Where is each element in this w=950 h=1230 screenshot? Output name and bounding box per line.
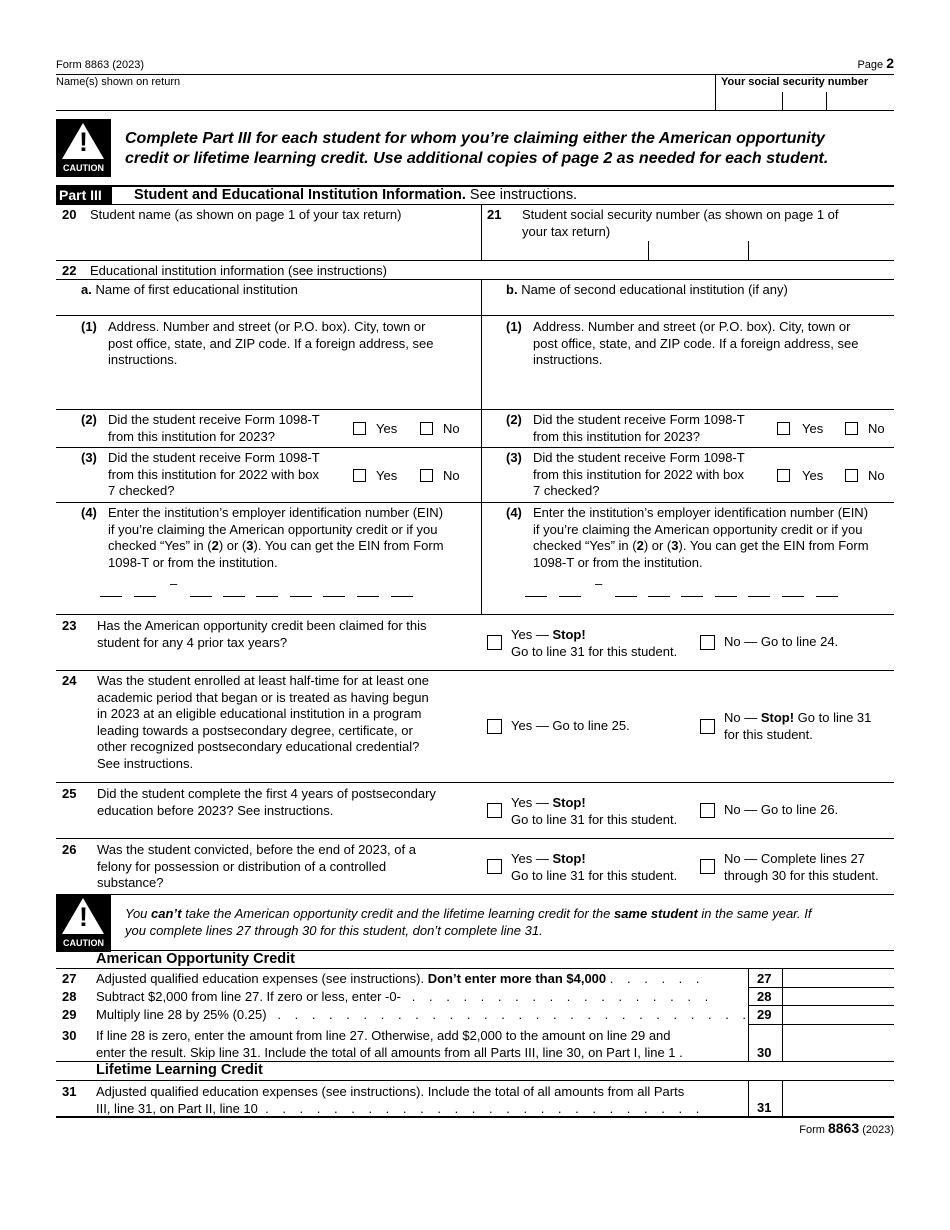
line26-no-label: No — Complete lines 27 through 30 for this student. [724,851,879,883]
ssn-field[interactable] [716,90,894,110]
line29-text: Multiply line 28 by 25% (0.25) . . . . . . . . . . . . . . . . . . . . . . . . . . . . [96,1007,752,1022]
form1098t-2022-a-label: Did the student receive Form 1098-T from this institution for 2022 with box 7 checked? [108,450,320,498]
form1098t-2023-a-label: Did the student receive Form 1098-T from this institution for 2023? [108,412,320,444]
form1098t-2023-b-label: Did the student receive Form 1098-T from this institution for 2023? [533,412,745,444]
address-b-label: Address. Number and street (or P.O. box). City, town or post office, state, and ZIP code. If a foreign address, see instructions. [533,319,859,367]
line23-yes-checkbox[interactable] [487,635,502,650]
caution-icon: ! CAUTION [56,894,111,952]
ein-a-label: Enter the institution’s employer identification number (EIN) if you’re claiming the American opportunity credit or if you checked “Yes” in (2) or (3). You can get the EIN from Form 1098-T or from the institution. [108,505,444,570]
line20-label: Student name (as shown on page 1 of your tax return) [90,207,402,222]
ein-b-label: Enter the institution’s employer identification number (EIN) if you’re claiming the American opportunity credit or if you checked “Yes” in (2) or (3). You can get the EIN from Form 1098-T or from the institution. [533,505,869,570]
line24-no-label: No — Stop! Go to line 31 for this student. [724,710,872,742]
institution-b-name-input[interactable] [482,298,894,315]
form-id: Form 8863 (2023) [56,59,145,71]
address-b-input[interactable] [482,368,894,409]
line27-amount-input[interactable] [783,969,894,986]
line24-yes-checkbox[interactable] [487,719,502,734]
line26-question: Was the student convicted, before the end of 2023, of a felony for possession or distribution of a controlled substance? [97,842,416,890]
line25-yes-checkbox[interactable] [487,803,502,818]
llc-heading: Lifetime Learning Credit [96,1062,263,1078]
line29-amount-input[interactable] [783,1006,894,1023]
line25-question: Did the student complete the first 4 years of postsecondary education before 2023? See instructions. [97,786,436,818]
caution-icon: ! CAUTION [56,119,111,177]
form1098t-2023-b-yes-checkbox[interactable] [777,422,790,435]
ein-a-input[interactable]: – [100,576,420,598]
line27-text: Adjusted qualified education expenses (see instructions). Don’t enter more than $4,000 . . . . . . [96,971,705,986]
line23-no-label: No — Go to line 24. [724,634,839,649]
line23-no-checkbox[interactable] [700,635,715,650]
line26-no-checkbox[interactable] [700,859,715,874]
names-label: Name(s) shown on return [56,76,181,88]
line31-amount-input[interactable] [783,1081,894,1115]
divider [56,110,894,111]
caution-message: Complete Part III for each student for whom you’re claiming either the American opportunity credit or lifetime learning credit. Use additional copies of page 2 as needed for each student. [125,130,829,167]
line23-yes-label: Yes — Stop! Go to line 31 for this student. [511,627,678,659]
line22b-label: b. Name of second educational institution (if any) [506,282,788,297]
page-number: Page 2 [857,55,894,71]
caution-message: You can’t take the American opportunity credit and the lifetime learning credit for the same student in the same year. If you complete lines 27 through 30 for this student, don’t complete line 31. [125,906,812,938]
line26-yes-checkbox[interactable] [487,859,502,874]
line22a-label: a. Name of first educational institution [81,282,298,297]
form1098t-2022-a-yes-checkbox[interactable] [353,469,366,482]
institution-a-name-input[interactable] [56,298,480,315]
form1098t-2022-b-no-checkbox[interactable] [845,469,858,482]
line30-text: If line 28 is zero, enter the amount from line 27. Otherwise, add $2,000 to the amount on line 29 and enter the result. Skip line 31. Include the total of all amounts from all Parts III, line 30, on Part I, line 1 . [96,1028,683,1060]
line23-question: Has the American opportunity credit been claimed for this student for any 4 prior tax years? [97,618,427,650]
divider [56,74,894,75]
line24-question: Was the student enrolled at least half-time for at least one academic period that began or is treated as having begun in 2023 at an eligible educational institution in a program leading towards a postsecondary degree, certificate, or other recognized postsecondary educational credential? See instructions. [97,673,429,771]
form1098t-2023-b-no-checkbox[interactable] [845,422,858,435]
line25-no-checkbox[interactable] [700,803,715,818]
address-a-input[interactable] [56,368,480,409]
part-tag: Part III [56,186,112,204]
line28-amount-input[interactable] [783,988,894,1005]
line28-text: Subtract $2,000 from line 27. If zero or less, enter -0- . . . . . . . . . . . . . . . . . . [96,989,714,1004]
names-field[interactable] [56,89,714,109]
part-title: Student and Educational Institution Information. See instructions. [134,187,578,203]
footer-form-id: Form 8863 (2023) [799,1120,894,1136]
line31-text: Adjusted qualified education expenses (see instructions). Include the total of all amounts from all Parts III, line 31, on Part II, line 10 . . . . . . . . . . . . . . . . . . . . . . . . . . [96,1084,705,1116]
ein-b-input[interactable]: – [525,576,845,598]
form1098t-2022-b-label: Did the student receive Form 1098-T from this institution for 2022 with box 7 checked? [533,450,745,498]
line30-amount-input[interactable] [783,1025,894,1060]
line22-label: Educational institution information (see instructions) [90,263,387,278]
line24-yes-label: Yes — Go to line 25. [511,718,630,733]
form1098t-2022-b-yes-checkbox[interactable] [777,469,790,482]
form1098t-2023-a-no-checkbox[interactable] [420,422,433,435]
student-ssn-input[interactable] [482,241,894,260]
line21-label: Student social security number (as shown on page 1 of your tax return) [522,207,839,239]
ssn-label: Your social security number [721,76,869,88]
student-name-input[interactable] [56,224,480,258]
line25-no-label: No — Go to line 26. [724,802,839,817]
address-a-label: Address. Number and street (or P.O. box). City, town or post office, state, and ZIP code. If a foreign address, see instructions. [108,319,434,367]
aoc-heading: American Opportunity Credit [96,951,295,967]
line24-no-checkbox[interactable] [700,719,715,734]
form1098t-2022-a-no-checkbox[interactable] [420,469,433,482]
line26-yes-label: Yes — Stop! Go to line 31 for this student. [511,851,678,883]
line25-yes-label: Yes — Stop! Go to line 31 for this student. [511,795,678,827]
form1098t-2023-a-yes-checkbox[interactable] [353,422,366,435]
